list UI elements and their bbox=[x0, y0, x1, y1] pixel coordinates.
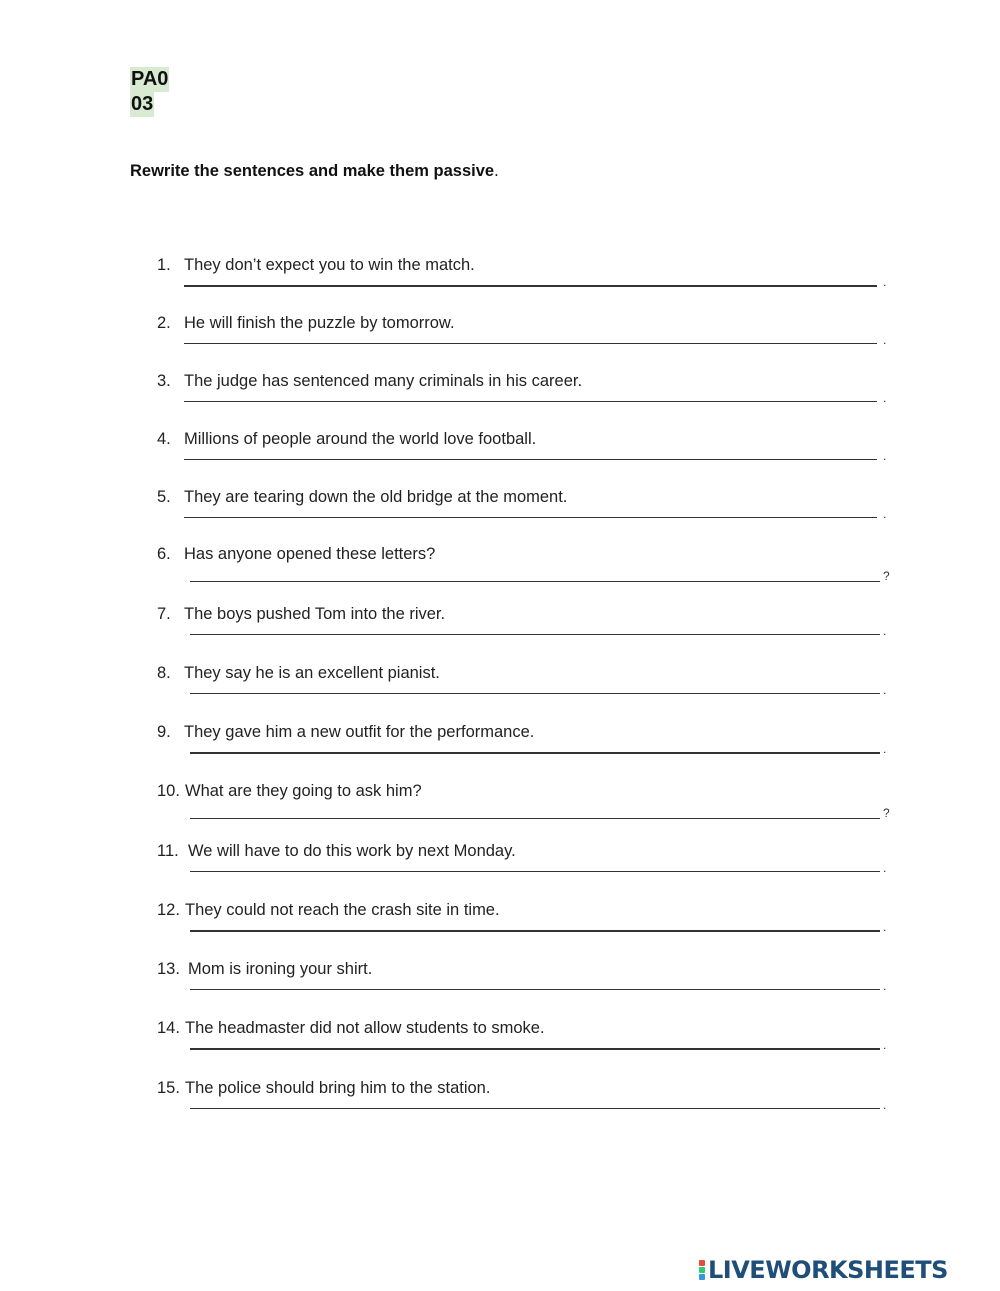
exercise-sentence: What are they going to ask him? bbox=[185, 782, 422, 800]
exercise-number: 11. bbox=[157, 842, 179, 860]
exercise-item-4 bbox=[0, 430, 1000, 488]
answer-end-punctuation: ? bbox=[883, 569, 890, 583]
exercise-number: 4. bbox=[157, 430, 171, 448]
answer-end-punctuation: . bbox=[883, 391, 887, 405]
exercise-number: 3. bbox=[157, 372, 171, 390]
exercise-sentence: The judge has sentenced many criminals in his career. bbox=[184, 372, 583, 390]
answer-end-punctuation: . bbox=[883, 624, 887, 638]
exercise-sentence: He will finish the puzzle by tomorrow. bbox=[184, 314, 455, 332]
exercise-number: 9. bbox=[157, 723, 171, 741]
answer-end-punctuation: . bbox=[883, 333, 887, 347]
answer-line[interactable] bbox=[190, 752, 880, 754]
exercise-number: 14. bbox=[157, 1019, 180, 1037]
exercise-number: 1. bbox=[157, 256, 171, 274]
instruction-text: Rewrite the sentences and make them passive bbox=[130, 162, 495, 180]
exercise-item-8 bbox=[0, 664, 1000, 722]
answer-end-punctuation: . bbox=[883, 1038, 887, 1052]
exercise-number: 8. bbox=[157, 664, 171, 682]
answer-end-punctuation: . bbox=[883, 275, 887, 289]
exercise-sentence: They say he is an excellent pianist. bbox=[184, 664, 440, 682]
answer-end-punctuation: . bbox=[883, 979, 887, 993]
exercise-number: 13. bbox=[157, 960, 180, 978]
answer-end-punctuation: . bbox=[883, 742, 887, 756]
document-code bbox=[130, 67, 169, 117]
exercise-number: 7. bbox=[157, 605, 171, 623]
answer-line[interactable] bbox=[184, 285, 877, 287]
answer-end-punctuation: ? bbox=[883, 806, 890, 820]
exercise-number: 12. bbox=[157, 901, 180, 919]
exercise-number: 15. bbox=[157, 1079, 180, 1097]
exercise-number: 5. bbox=[157, 488, 171, 506]
exercise-item-15 bbox=[0, 1079, 1000, 1137]
exercise-item-10 bbox=[0, 782, 1000, 840]
answer-end-punctuation: . bbox=[883, 920, 887, 934]
instruction-period: . bbox=[494, 162, 499, 180]
answer-line[interactable] bbox=[190, 871, 880, 872]
document-code-line-2: 03 bbox=[131, 93, 154, 115]
exercise-item-1 bbox=[0, 256, 1000, 314]
exercise-sentence: Millions of people around the world love football. bbox=[184, 430, 537, 448]
exercise-sentence: The headmaster did not allow students to smoke. bbox=[185, 1019, 545, 1037]
liveworksheets-logo bbox=[699, 1257, 948, 1283]
exercise-item-6 bbox=[0, 545, 1000, 603]
answer-line[interactable] bbox=[184, 343, 877, 344]
exercise-item-3 bbox=[0, 372, 1000, 430]
answer-line[interactable] bbox=[190, 818, 880, 819]
liveworksheets-logo-icon bbox=[699, 1260, 705, 1280]
answer-line[interactable] bbox=[184, 517, 877, 518]
exercise-sentence: The boys pushed Tom into the river. bbox=[184, 605, 446, 623]
answer-line[interactable] bbox=[184, 459, 877, 460]
exercise-number: 2. bbox=[157, 314, 171, 332]
exercise-item-14 bbox=[0, 1019, 1000, 1077]
exercise-sentence: The police should bring him to the station. bbox=[185, 1079, 491, 1097]
exercise-sentence: They could not reach the crash site in time. bbox=[185, 901, 500, 919]
answer-line[interactable] bbox=[184, 401, 877, 402]
logo-text: LIVEWORKSHEETS bbox=[708, 1256, 948, 1284]
exercise-item-7 bbox=[0, 605, 1000, 663]
answer-line[interactable] bbox=[190, 930, 880, 932]
answer-end-punctuation: . bbox=[883, 683, 887, 697]
exercise-sentence: Mom is ironing your shirt. bbox=[188, 960, 373, 978]
exercise-sentence: They don’t expect you to win the match. bbox=[184, 256, 475, 274]
answer-line[interactable] bbox=[190, 989, 880, 990]
exercise-item-5 bbox=[0, 488, 1000, 546]
exercise-item-12 bbox=[0, 901, 1000, 959]
answer-line[interactable] bbox=[190, 1048, 880, 1050]
answer-end-punctuation: . bbox=[883, 507, 887, 521]
exercise-sentence: We will have to do this work by next Monday. bbox=[188, 842, 516, 860]
exercise-item-2 bbox=[0, 314, 1000, 372]
exercise-item-11 bbox=[0, 842, 1000, 900]
exercise-number: 10. bbox=[157, 782, 180, 800]
exercise-sentence: Has anyone opened these letters? bbox=[184, 545, 436, 563]
answer-end-punctuation: . bbox=[883, 449, 887, 463]
answer-end-punctuation: . bbox=[883, 1098, 887, 1112]
exercise-number: 6. bbox=[157, 545, 171, 563]
exercise-item-13 bbox=[0, 960, 1000, 1018]
answer-line[interactable] bbox=[190, 581, 880, 582]
exercise-sentence: They are tearing down the old bridge at the moment. bbox=[184, 488, 568, 506]
exercise-sentence: They gave him a new outfit for the performance. bbox=[184, 723, 535, 741]
document-code-line-1: PA0 bbox=[131, 68, 169, 90]
instruction-heading bbox=[130, 162, 499, 181]
answer-line[interactable] bbox=[190, 1108, 880, 1109]
answer-line[interactable] bbox=[190, 693, 880, 694]
answer-end-punctuation: . bbox=[883, 861, 887, 875]
exercise-item-9 bbox=[0, 723, 1000, 781]
answer-line[interactable] bbox=[190, 634, 880, 635]
